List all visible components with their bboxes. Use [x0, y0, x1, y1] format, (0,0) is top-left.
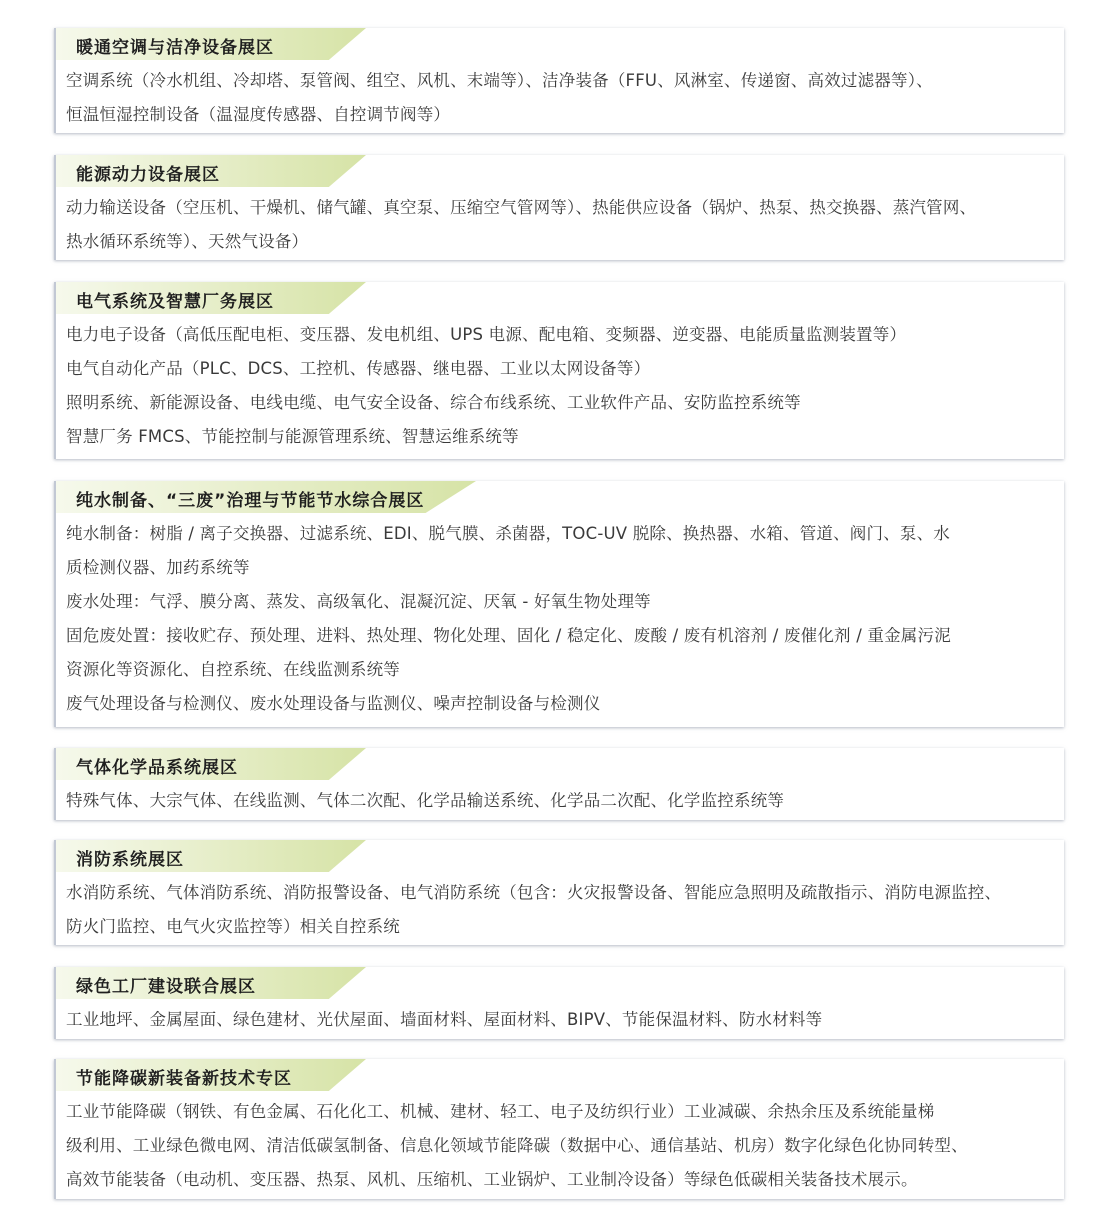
zone-title: 暖通空调与洁净设备展区 — [76, 38, 274, 58]
zone-title: 电气系统及智慧厂务展区 — [76, 292, 274, 312]
zone-green-factory — [54, 967, 1064, 1039]
zone-fire-protection — [54, 840, 1064, 945]
zone-title: 能源动力设备展区 — [76, 165, 220, 185]
zone-line: 特殊气体、大宗气体、在线监测、气体二次配、化学品输送系统、化学品二次配、化学监控系统等 — [66, 791, 785, 810]
zone-energy-saving-carbon — [54, 1059, 1064, 1199]
zone-line: 废水处理：气浮、膜分离、蒸发、高级氧化、混凝沉淀、厌氧 - 好氧生物处理等 — [66, 592, 651, 611]
zone-line: 智慧厂务 FMCS、节能控制与能源管理系统、智慧运维系统等 — [66, 427, 519, 446]
zone-line: 级利用、工业绿色微电网、清洁低碳氢制备、信息化领域节能降碳（数据中心、通信基站、机房）数字化绿色化协同转型、 — [66, 1136, 968, 1155]
zone-line: 资源化等资源化、自控系统、在线监测系统等 — [66, 660, 400, 679]
zone-line: 废气处理设备与检测仪、废水处理设备与监测仪、噪声控制设备与检测仪 — [66, 694, 601, 713]
zone-line: 水消防系统、气体消防系统、消防报警设备、电气消防系统（包含：火灾报警设备、智能应急照明及疏散指示、消防电源监控、 — [66, 883, 1002, 902]
zone-description — [66, 876, 1056, 944]
zone-pure-water-waste — [54, 481, 1064, 727]
zone-line: 固危废处置：接收贮存、预处理、进料、热处理、物化处理、固化 / 稳定化、废酸 / 废有机溶剂 / 废催化剂 / 重金属污泥 — [66, 626, 951, 645]
zone-description — [66, 1003, 1056, 1037]
zone-description — [66, 318, 1056, 454]
zone-line: 空调系统（冷水机组、冷却塔、泵管阀、组空、风机、末端等）、洁净装备（FFU、风淋室、传递窗、高效过滤器等）、 — [66, 71, 933, 90]
zone-title: 纯水制备、“三废”治理与节能节水综合展区 — [76, 491, 425, 511]
zone-line: 工业地坪、金属屋面、绿色建材、光伏屋面、墙面材料、屋面材料、BIPV、节能保温材料、防水材料等 — [66, 1010, 823, 1029]
zone-title: 消防系统展区 — [76, 850, 184, 870]
zone-description — [66, 191, 1056, 259]
zone-title: 气体化学品系统展区 — [76, 758, 238, 778]
zone-line: 质检测仪器、加药系统等 — [66, 558, 250, 577]
zone-line: 电力电子设备（高低压配电柜、变压器、发电机组、UPS 电源、配电箱、变频器、逆变器、电能质量监测装置等） — [66, 325, 907, 344]
zone-title: 节能降碳新装备新技术专区 — [76, 1069, 292, 1089]
zone-line: 电气自动化产品（PLC、DCS、工控机、传感器、继电器、工业以太网设备等） — [66, 359, 651, 378]
zone-description — [66, 517, 1056, 721]
zone-line: 动力输送设备（空压机、干燥机、储气罐、真空泵、压缩空气管网等）、热能供应设备（锅炉、热泵、热交换器、蒸汽管网、 — [66, 198, 977, 217]
zone-line: 恒温恒湿控制设备（温湿度传感器、自控调节阀等） — [66, 105, 451, 124]
zone-description — [66, 784, 1056, 818]
zone-electrical-smart-fab — [54, 282, 1064, 459]
zone-gas-chemical — [54, 748, 1064, 820]
zone-hvac-clean — [54, 28, 1064, 133]
zone-line: 纯水制备：树脂 / 离子交换器、过滤系统、EDI、脱气膜、杀菌器，TOC-UV 脱除、换热器、水箱、管道、阀门、泵、水 — [66, 524, 950, 543]
zone-line: 高效节能装备（电动机、变压器、热泵、风机、压缩机、工业锅炉、工业制冷设备）等绿色低碳相关装备技术展示。 — [66, 1170, 918, 1189]
zone-line: 防火门监控、电气火灾监控等）相关自控系统 — [66, 917, 400, 936]
zone-description — [66, 1095, 1056, 1197]
zone-line: 工业节能降碳（钢铁、有色金属、石化化工、机械、建材、轻工、电子及纺织行业）工业减碳、余热余压及系统能量梯 — [66, 1102, 935, 1121]
zone-line: 热水循环系统等）、天然气设备） — [66, 232, 309, 251]
zone-line: 照明系统、新能源设备、电线电缆、电气安全设备、综合布线系统、工业软件产品、安防监控系统等 — [66, 393, 801, 412]
zone-description — [66, 64, 1056, 132]
zone-energy-power — [54, 155, 1064, 260]
zone-title: 绿色工厂建设联合展区 — [76, 977, 256, 997]
